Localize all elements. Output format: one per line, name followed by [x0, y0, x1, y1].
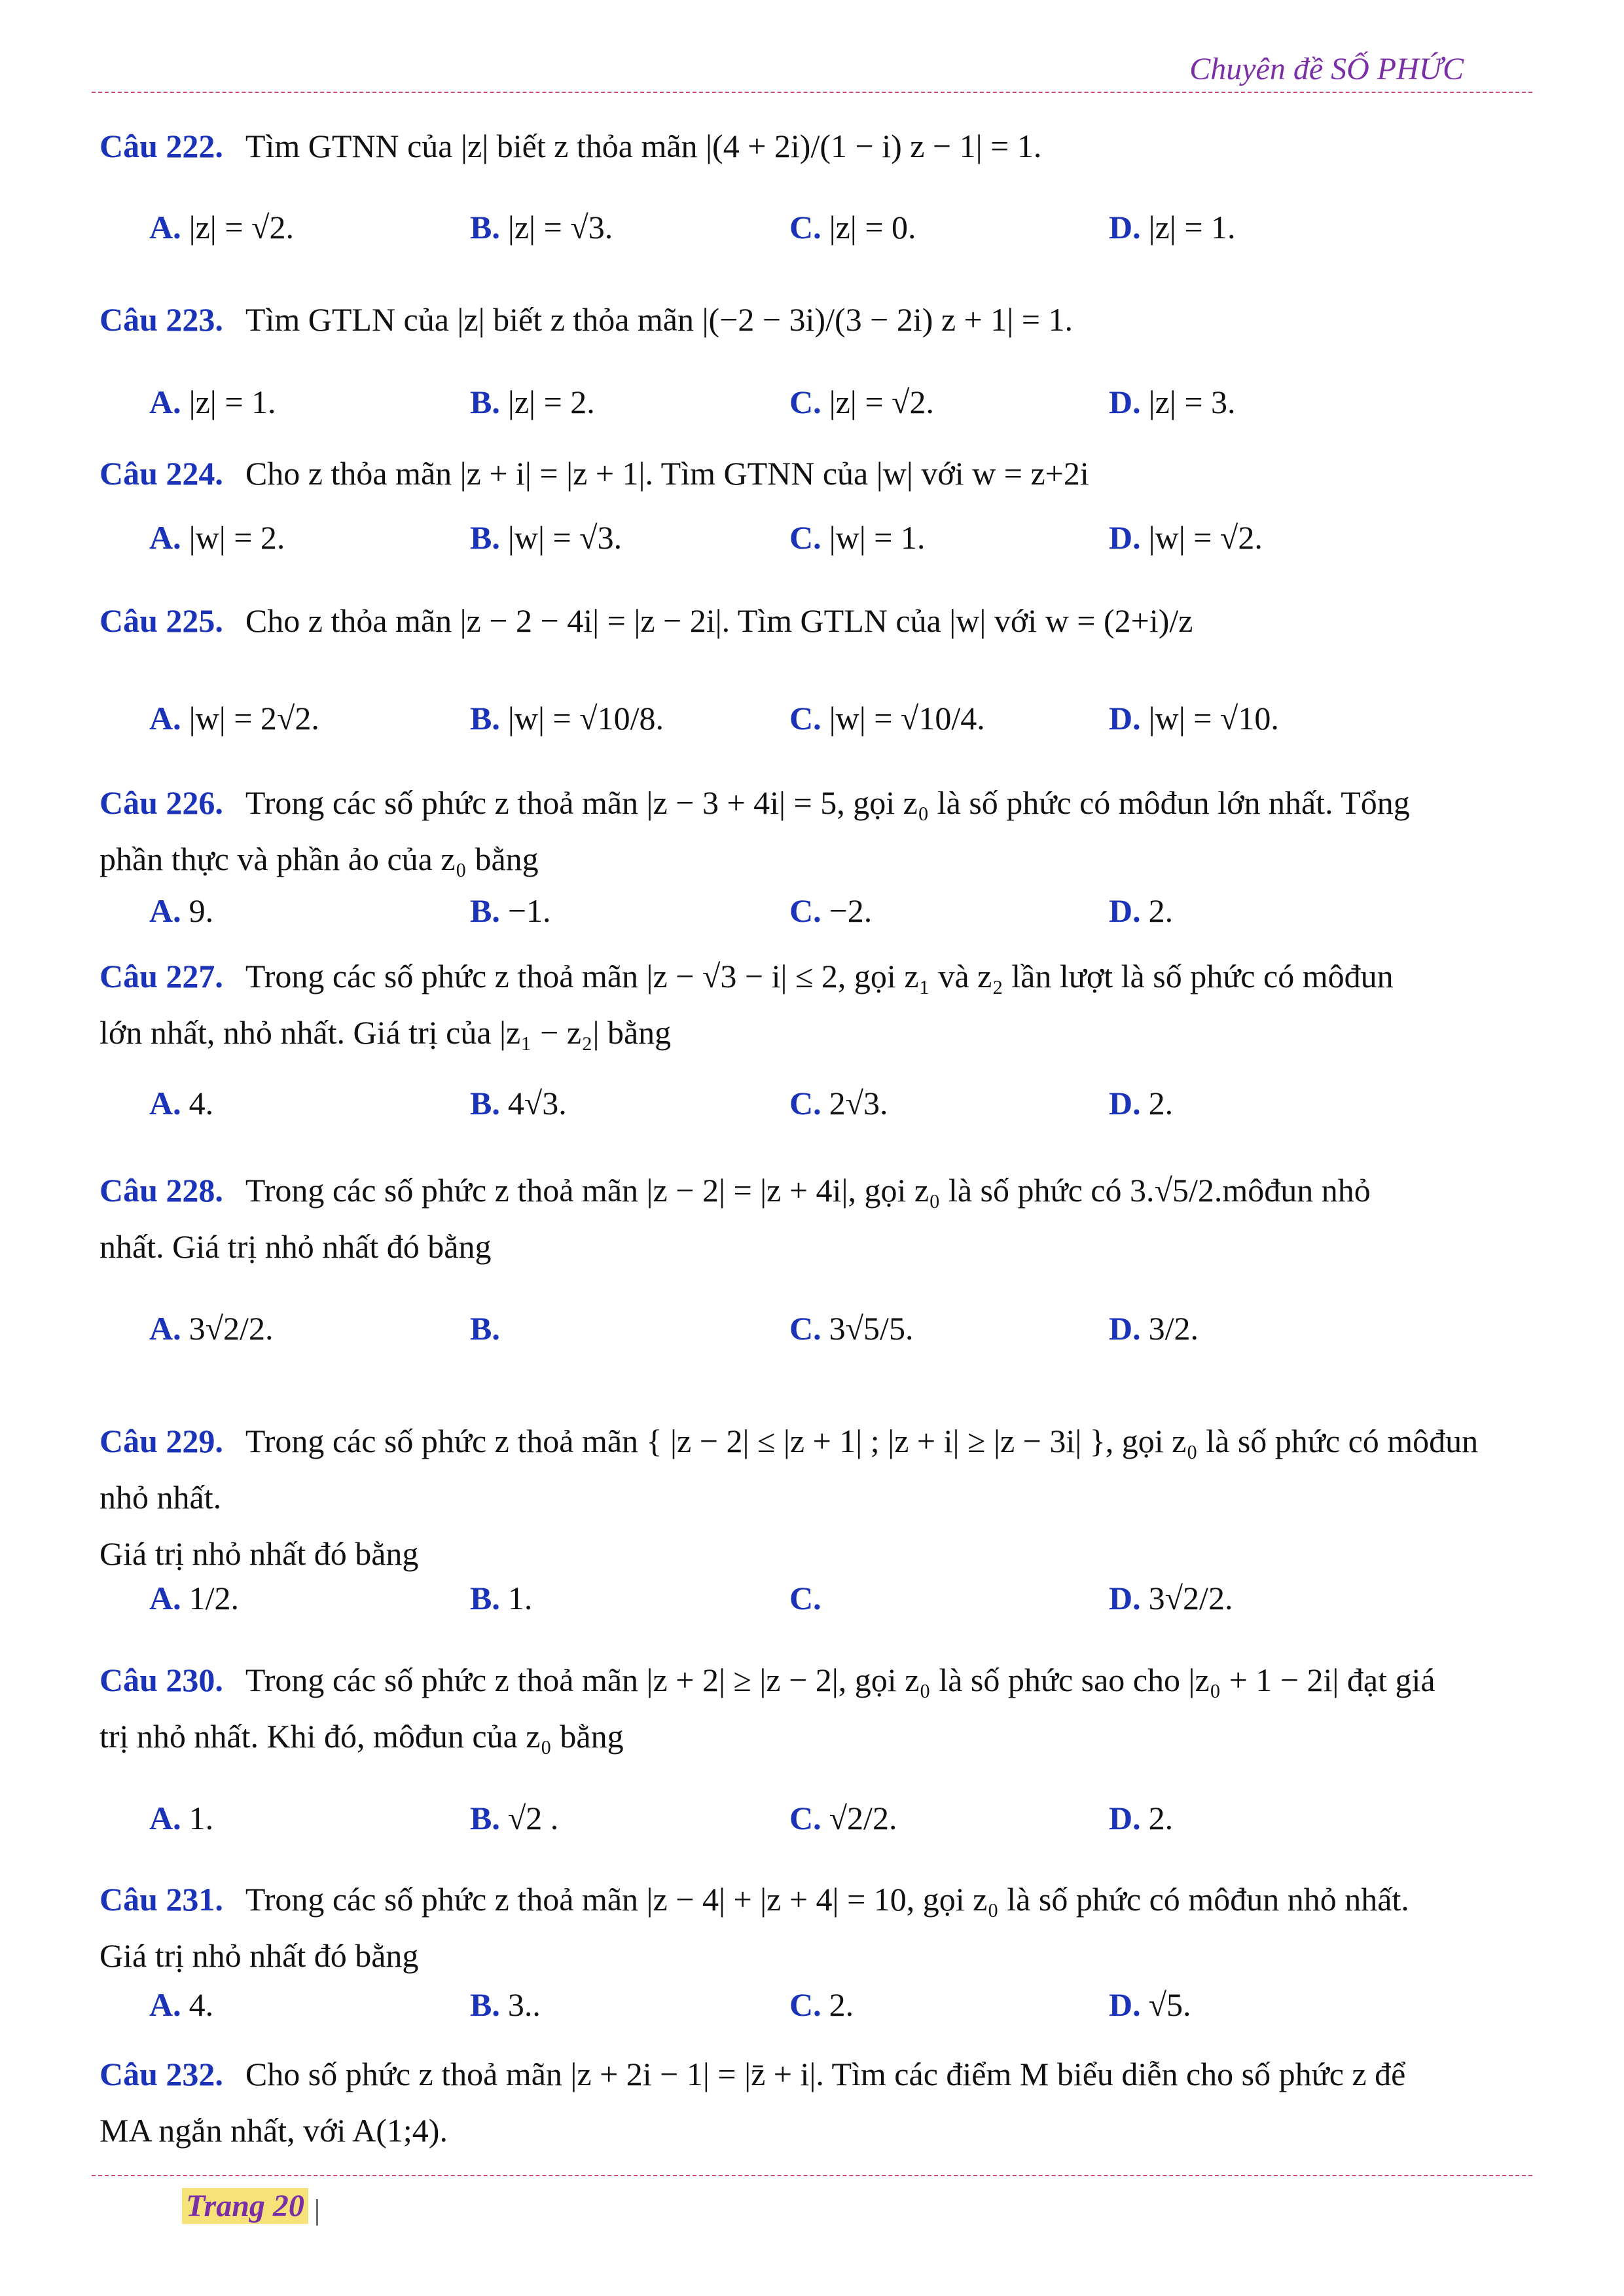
question-number: Câu 224. — [99, 455, 223, 492]
options-223 — [149, 383, 1532, 435]
question-text: Trong các số phức z thoả mãn |z + 2| ≥ |z − 2|, gọi z₀ là số phức sao cho |z₀ + 1 − 2i| đạt giá — [245, 1662, 1435, 1698]
header-divider — [92, 92, 1532, 93]
question-number: Câu 226. — [99, 784, 223, 821]
options-222 — [149, 208, 1532, 261]
option-a[interactable]: A. 1. — [149, 1800, 214, 1836]
option-b[interactable]: B. |w| = √3. — [470, 519, 623, 556]
question-number: Câu 225. — [99, 602, 223, 639]
question-text-continuation: MA ngắn nhất, với A(1;4). — [99, 2112, 448, 2149]
option-b[interactable]: B. |z| = √3. — [470, 209, 613, 246]
footer-divider — [92, 2175, 1532, 2176]
options-229 — [149, 1579, 1532, 1631]
question-text-continuation: Giá trị nhỏ nhất đó bằng — [99, 1535, 419, 1572]
option-b[interactable]: B. |z| = 2. — [470, 384, 595, 420]
question-text: Cho số phức z thoả mãn |z + 2i − 1| = |z̄ + i|. Tìm các điểm M biểu diễn cho số phức z để — [245, 2056, 1406, 2092]
page-header — [1189, 51, 1464, 87]
question-number: Câu 227. — [99, 958, 223, 994]
question-number: Câu 231. — [99, 1881, 223, 1918]
option-d[interactable]: D. |w| = √10. — [1109, 700, 1279, 737]
option-b[interactable]: B. 3.. — [470, 1986, 541, 2023]
question-number: Câu 228. — [99, 1172, 223, 1209]
question-text: Trong các số phức z thoả mãn |z − 2| = |z + 4i|, gọi z₀ là số phức có 3.√5/2.môđun nhỏ — [245, 1172, 1371, 1209]
option-b[interactable]: B. −1. — [470, 892, 551, 929]
question-number: Câu 222. — [99, 128, 223, 164]
question-226 — [99, 774, 1532, 887]
option-a[interactable]: A. |w| = 2. — [149, 519, 285, 556]
option-a[interactable]: A. 4. — [149, 1085, 214, 1121]
question-228 — [99, 1162, 1532, 1275]
option-d[interactable]: D. 2. — [1109, 1085, 1174, 1121]
question-227 — [99, 948, 1532, 1061]
option-d[interactable]: D. |z| = 1. — [1109, 209, 1236, 246]
option-a[interactable]: A. 3√2/2. — [149, 1310, 274, 1347]
question-number: Câu 223. — [99, 301, 223, 338]
question-222 — [99, 118, 1532, 174]
option-b[interactable]: B. |w| = √10/8. — [470, 700, 664, 737]
option-d[interactable]: D. 2. — [1109, 1800, 1174, 1836]
options-225 — [149, 699, 1532, 752]
option-b[interactable]: B. √2 . — [470, 1800, 559, 1836]
option-a[interactable]: A. |z| = √2. — [149, 209, 294, 246]
option-b[interactable]: B. — [470, 1310, 500, 1347]
option-c[interactable]: C. |z| = 0. — [789, 209, 916, 246]
option-c[interactable]: C. −2. — [789, 892, 873, 929]
question-229 — [99, 1413, 1532, 1582]
option-a[interactable]: A. 1/2. — [149, 1580, 240, 1616]
question-232 — [99, 2046, 1532, 2159]
question-number: Câu 232. — [99, 2056, 223, 2092]
options-228 — [149, 1309, 1532, 1362]
question-text-continuation: lớn nhất, nhỏ nhất. Giá trị của |z₁ − z₂| bằng — [99, 1014, 672, 1051]
option-d[interactable]: D. 3√2/2. — [1109, 1580, 1233, 1616]
question-text: Cho z thỏa mãn |z − 2 − 4i| = |z − 2i|. Tìm GTLN của |w| với w = (2+i)/z — [245, 602, 1193, 639]
option-d[interactable]: D. 2. — [1109, 892, 1174, 929]
option-b[interactable]: B. 4√3. — [470, 1085, 567, 1121]
option-a[interactable]: A. 4. — [149, 1986, 214, 2023]
question-text: Tìm GTNN của |z| biết z thỏa mãn |(4 + 2i)/(1 − i) z − 1| = 1. — [245, 128, 1042, 164]
option-c[interactable]: C. |w| = 1. — [789, 519, 926, 556]
page-number: Trang 20 — [182, 2188, 308, 2224]
footer-separator: | — [314, 2194, 320, 2226]
question-number: Câu 230. — [99, 1662, 223, 1698]
options-224 — [149, 519, 1532, 571]
question-text-continuation: phần thực và phần ảo của z₀ bằng — [99, 841, 539, 877]
question-text: Tìm GTLN của |z| biết z thỏa mãn |(−2 − 3i)/(3 − 2i) z + 1| = 1. — [245, 301, 1073, 338]
option-b[interactable]: B. 1. — [470, 1580, 533, 1616]
question-text: Trong các số phức z thoả mãn |z − 3 + 4i| = 5, gọi z₀ là số phức có môđun lớn nhất. Tổng — [245, 784, 1410, 821]
option-c[interactable]: C. 3√5/5. — [789, 1310, 914, 1347]
option-a[interactable]: A. |w| = 2√2. — [149, 700, 319, 737]
option-a[interactable]: A. 9. — [149, 892, 214, 929]
question-223 — [99, 291, 1532, 348]
option-c[interactable]: C. 2√3. — [789, 1085, 888, 1121]
option-d[interactable]: D. 3/2. — [1109, 1310, 1199, 1347]
option-c[interactable]: C. √2/2. — [789, 1800, 897, 1836]
options-231 — [149, 1986, 1532, 2038]
question-224 — [99, 445, 1532, 501]
option-c[interactable]: C. — [789, 1580, 821, 1616]
option-c[interactable]: C. |w| = √10/4. — [789, 700, 985, 737]
options-226 — [149, 892, 1532, 944]
option-d[interactable]: D. |w| = √2. — [1109, 519, 1263, 556]
option-d[interactable]: D. |z| = 3. — [1109, 384, 1236, 420]
question-text-continuation: Giá trị nhỏ nhất đó bằng — [99, 1937, 419, 1974]
options-227 — [149, 1084, 1532, 1137]
question-number: Câu 229. — [99, 1423, 223, 1459]
question-230 — [99, 1652, 1532, 1764]
header-prefix: Chuyên đề — [1189, 52, 1331, 86]
option-d[interactable]: D. √5. — [1109, 1986, 1191, 2023]
question-text: Cho z thỏa mãn |z + i| = |z + 1|. Tìm GTNN của |w| với w = z+2i — [245, 455, 1089, 492]
header-topic: SỐ PHỨC — [1331, 52, 1464, 86]
question-text-continuation: trị nhỏ nhất. Khi đó, môđun của z₀ bằng — [99, 1718, 624, 1755]
question-225 — [99, 592, 1532, 649]
question-text-continuation: nhất. Giá trị nhỏ nhất đó bằng — [99, 1228, 492, 1265]
option-c[interactable]: C. |z| = √2. — [789, 384, 934, 420]
question-text: Trong các số phức z thoả mãn { |z − 2| ≤ |z + 1| ; |z + i| ≥ |z − 3i| }, gọi z₀ là số phức có môđun nhỏ nhất. — [99, 1423, 1479, 1516]
question-text: Trong các số phức z thoả mãn |z − 4| + |z + 4| = 10, gọi z₀ là số phức có môđun nhỏ nhất. — [245, 1881, 1409, 1918]
option-a[interactable]: A. |z| = 1. — [149, 384, 276, 420]
options-230 — [149, 1799, 1532, 1851]
option-c[interactable]: C. 2. — [789, 1986, 854, 2023]
question-text: Trong các số phức z thoả mãn |z − √3 − i| ≤ 2, gọi z₁ và z₂ lần lượt là số phức có môđun — [245, 958, 1394, 994]
question-231 — [99, 1871, 1532, 1984]
